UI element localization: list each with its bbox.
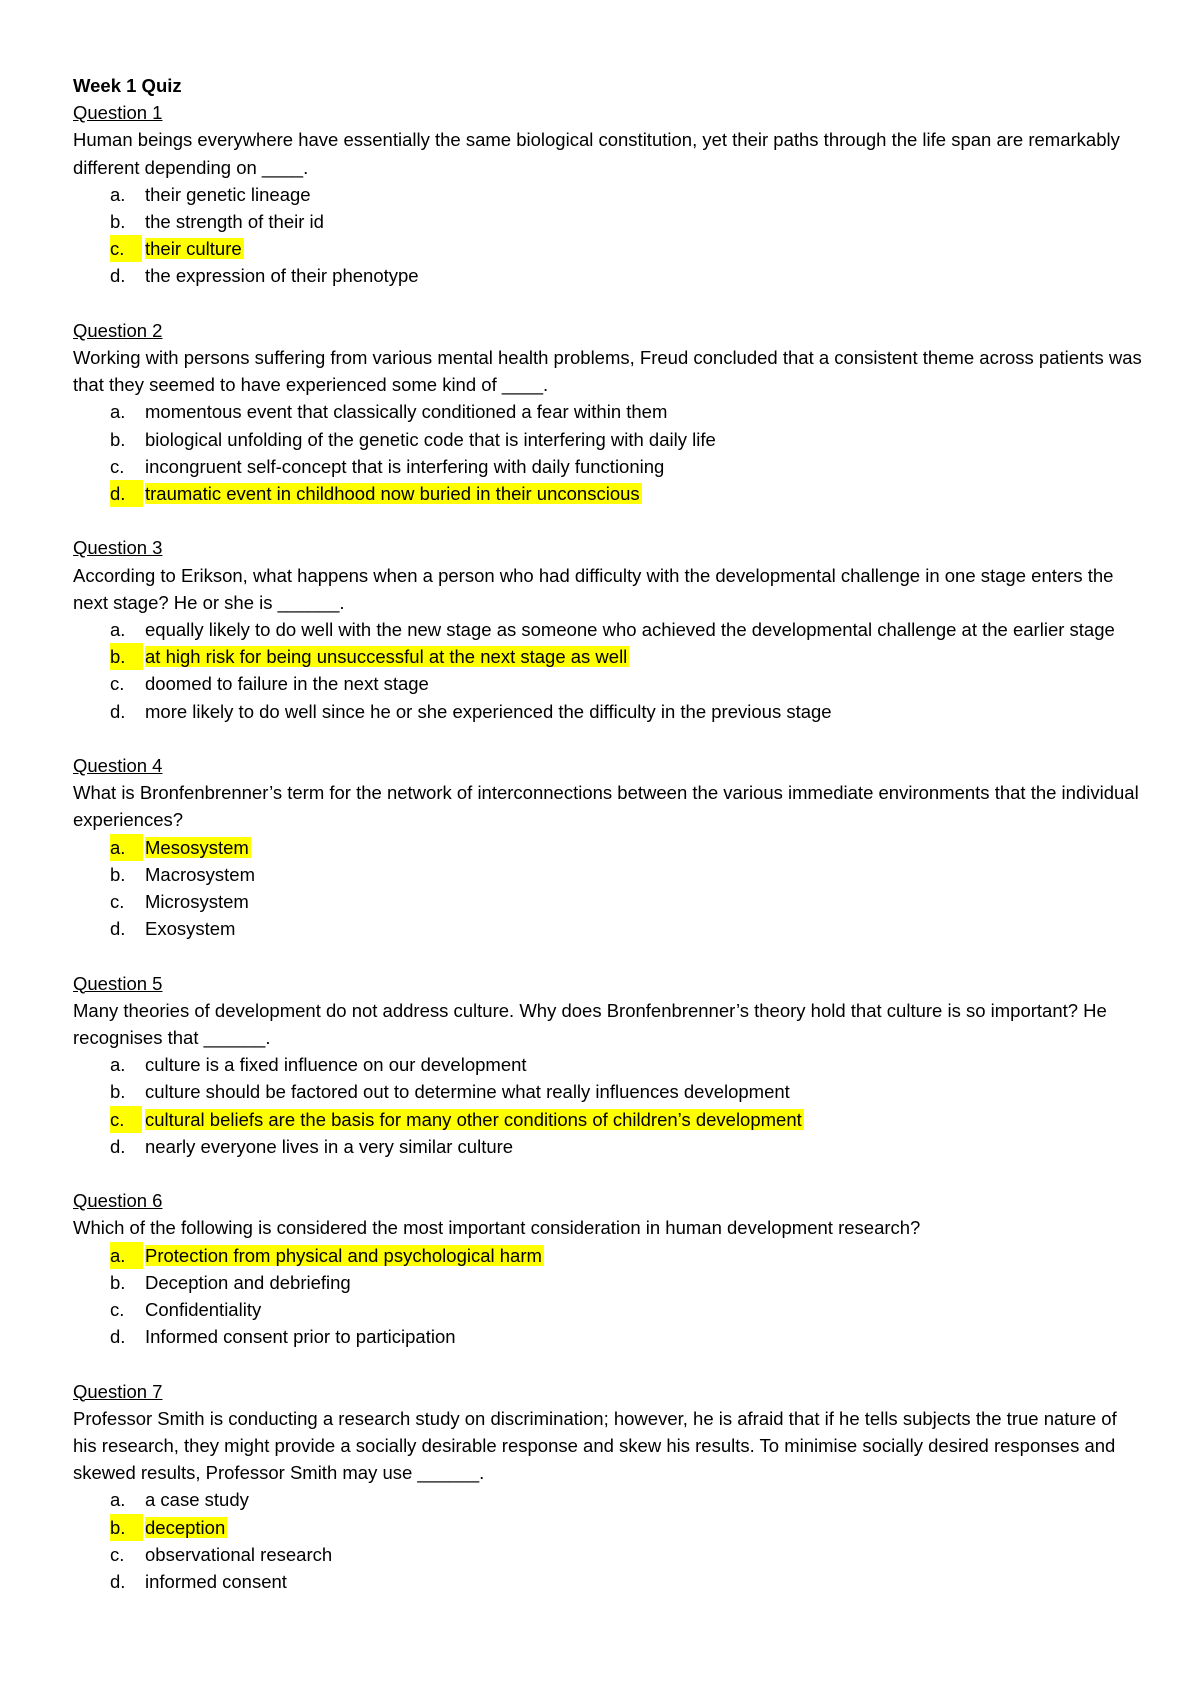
- option-letter: b.: [110, 1081, 126, 1103]
- option-letter: c.: [110, 1543, 125, 1565]
- document-title: Week 1 Quiz: [73, 75, 182, 96]
- question-label: Question 2: [73, 319, 163, 341]
- option-text: deception: [145, 1516, 226, 1538]
- answer-option-highlighted: [73, 235, 1143, 262]
- answer-option: [73, 1486, 1143, 1513]
- answer-option: [73, 1541, 1143, 1568]
- option-text: equally likely to do well with the new stage as someone who achieved the developmental challenge at the earlier stage: [145, 619, 1115, 641]
- question-block: [73, 99, 1143, 289]
- option-letter: c.: [110, 455, 125, 477]
- question-block: [73, 752, 1143, 942]
- question-label: Question 6: [73, 1190, 163, 1212]
- option-letter: b.: [110, 1514, 143, 1541]
- question-label: Question 5: [73, 972, 163, 994]
- answer-option: [73, 1269, 1143, 1296]
- answer-option: [73, 262, 1143, 289]
- option-letter: b.: [110, 863, 126, 885]
- option-text: culture should be factored out to determine what really influences development: [145, 1081, 790, 1103]
- option-text: observational research: [145, 1543, 333, 1565]
- option-letter: a.: [110, 183, 126, 205]
- question-label: Question 3: [73, 537, 163, 559]
- answer-option-highlighted: [73, 1242, 1143, 1269]
- answer-option: [73, 453, 1143, 480]
- option-text: biological unfolding of the genetic code that is interfering with daily life: [145, 428, 716, 450]
- answer-option: [73, 1323, 1143, 1350]
- answer-option: [73, 1568, 1143, 1595]
- answer-option: [73, 616, 1143, 643]
- question-stem: What is Bronfenbrenner’s term for the network of interconnections between the various immediate environments that the individual experiences?: [73, 782, 1139, 831]
- option-text: a case study: [145, 1489, 249, 1511]
- option-letter: c.: [110, 891, 125, 913]
- answer-option-highlighted: [73, 480, 1143, 507]
- answer-option-highlighted: [73, 643, 1143, 670]
- question-stem: Many theories of development do not address culture. Why does Bronfenbrenner’s theory hold that culture is so important? He recognises that ______.: [73, 999, 1107, 1049]
- question-stem: Human beings everywhere have essentially the same biological constitution, yet their paths through the life span are remarkably different depending on ____.: [73, 129, 1120, 178]
- option-text: Deception and debriefing: [145, 1271, 351, 1293]
- option-text: culture is a fixed influence on our development: [145, 1054, 527, 1076]
- option-letter: c.: [110, 1106, 142, 1133]
- option-letter: d.: [110, 1135, 126, 1157]
- option-letter: d.: [110, 480, 143, 507]
- option-text: momentous event that classically conditioned a fear within them: [145, 401, 668, 423]
- option-letter: b.: [110, 428, 126, 450]
- option-text: their culture: [145, 238, 242, 260]
- option-text: doomed to failure in the next stage: [145, 673, 429, 695]
- answer-options: [73, 616, 1143, 725]
- option-letter: d.: [110, 1326, 126, 1348]
- option-letter: b.: [110, 211, 126, 233]
- answer-option: [73, 426, 1143, 453]
- question-block: [73, 1378, 1143, 1596]
- option-letter: a.: [110, 834, 143, 861]
- option-text: Exosystem: [145, 918, 236, 940]
- answer-option: [73, 208, 1143, 235]
- answer-option: [73, 1296, 1143, 1323]
- answer-options: [73, 398, 1143, 507]
- question-stem: Professor Smith is conducting a research study on discrimination; however, he is afraid that if he tells subjects the true nature of his research, they might provide a socially desirable response and skew his results. To minimise socially desired responses and skewed results, Professor Smith may use ______.: [73, 1407, 1117, 1484]
- option-letter: d.: [110, 1571, 126, 1593]
- option-letter: a.: [110, 619, 126, 641]
- option-text: incongruent self-concept that is interfering with daily functioning: [145, 455, 665, 477]
- option-letter: b.: [110, 643, 143, 670]
- option-text: Confidentiality: [145, 1299, 262, 1321]
- option-letter: d.: [110, 700, 126, 722]
- question-stem: According to Erikson, what happens when a person who had difficulty with the developmental challenge in one stage enters the next stage? He or she is ______.: [73, 564, 1114, 613]
- quiz-document: [73, 72, 1143, 1622]
- answer-option: [73, 915, 1143, 942]
- question-stem: Working with persons suffering from various mental health problems, Freud concluded that a consistent theme across patients was that they seemed to have experienced some kind of ____.: [73, 347, 1142, 396]
- question-label: Question 7: [73, 1380, 163, 1402]
- question-block: [73, 534, 1143, 724]
- option-text: their genetic lineage: [145, 183, 311, 205]
- answer-options: [73, 181, 1143, 290]
- question-label: Question 4: [73, 755, 163, 777]
- option-letter: a.: [110, 1054, 126, 1076]
- question-block: [73, 970, 1143, 1160]
- option-letter: c.: [110, 235, 142, 262]
- question-stem: Which of the following is considered the most important consideration in human development research?: [73, 1217, 921, 1239]
- option-text: nearly everyone lives in a very similar culture: [145, 1135, 514, 1157]
- answer-option: [73, 861, 1143, 888]
- option-text: Macrosystem: [145, 863, 255, 885]
- option-text: at high risk for being unsuccessful at the next stage as well: [145, 646, 628, 668]
- option-text: more likely to do well since he or she experienced the difficulty in the previous stage: [145, 700, 832, 722]
- answer-option: [73, 698, 1143, 725]
- answer-options: [73, 1242, 1143, 1351]
- option-letter: c.: [110, 673, 125, 695]
- option-text: the expression of their phenotype: [145, 265, 419, 287]
- option-letter: a.: [110, 1242, 143, 1269]
- answer-option-highlighted: [73, 834, 1143, 861]
- option-letter: d.: [110, 918, 126, 940]
- answer-option: [73, 1133, 1143, 1160]
- answer-options: [73, 1486, 1143, 1595]
- question-label: Question 1: [73, 102, 163, 124]
- option-text: Mesosystem: [145, 836, 249, 858]
- option-letter: a.: [110, 401, 126, 423]
- option-text: Informed consent prior to participation: [145, 1326, 456, 1348]
- option-text: Protection from physical and psychological harm: [145, 1244, 542, 1266]
- option-letter: c.: [110, 1299, 125, 1321]
- option-letter: a.: [110, 1489, 126, 1511]
- question-block: [73, 1187, 1143, 1350]
- answer-option-highlighted: [73, 1514, 1143, 1541]
- answer-options: [73, 1051, 1143, 1160]
- option-text: traumatic event in childhood now buried in their unconscious: [145, 483, 640, 505]
- answer-option: [73, 670, 1143, 697]
- question-list: [73, 99, 1143, 1595]
- option-text: Microsystem: [145, 891, 249, 913]
- option-text: the strength of their id: [145, 211, 324, 233]
- option-letter: b.: [110, 1271, 126, 1293]
- answer-option: [73, 888, 1143, 915]
- option-letter: d.: [110, 265, 126, 287]
- option-text: cultural beliefs are the basis for many other conditions of children’s development: [145, 1108, 802, 1130]
- answer-option: [73, 398, 1143, 425]
- option-text: informed consent: [145, 1571, 287, 1593]
- answer-option: [73, 1078, 1143, 1105]
- answer-options: [73, 834, 1143, 943]
- answer-option: [73, 1051, 1143, 1078]
- answer-option-highlighted: [73, 1106, 1143, 1133]
- answer-option: [73, 181, 1143, 208]
- question-block: [73, 317, 1143, 507]
